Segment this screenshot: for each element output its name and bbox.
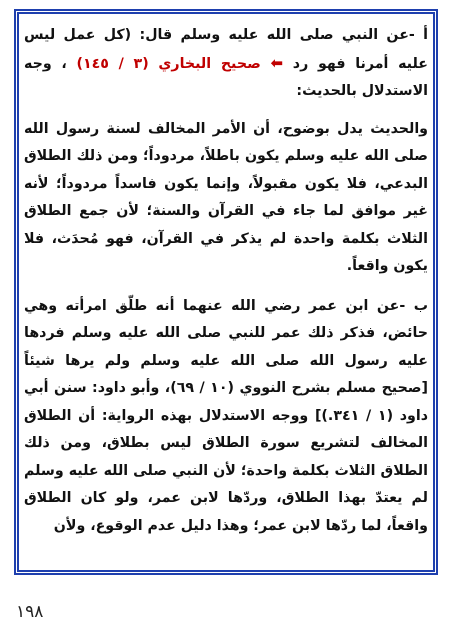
arrow-left-icon: ⬅ bbox=[270, 53, 284, 72]
source-title: صحيح البخاري (٣ / ١٤٥) bbox=[76, 55, 261, 72]
paragraph-b: ب -عن ابن عمر رضي الله عنهما أنه طلّق امرأته وهي حائض، فذكر ذلك عمر للنبي صلى الله عليه وسلم فردها عليه رسول الله صلى الله عليه وسلم ولم يرها شيئاً [صحيح مسلم بشرح النووي (١٠ / ٦٩)، وأبو داود: سنن أبي داود (١ / ٣٤١.)] ووجه الاستدلال بهذه الرواية: أن الطلاق المخالف لتشريع سورة الطلاق ليس بطلاق، ومن ذلك الطلاق الثلاث بكلمة واحدة؛ لأن النبي صلى الله عليه وسلم لم يعتدّ بهذا الطلاق، وردّها لابن عمر، ولو كان الطلاق واقعاً، لما ردّها لابن عمر؛ وهذا دليل عدم الوقوع، ولأن bbox=[24, 297, 429, 534]
hadith-text: أ -عن النبي صلى الله عليه وسلم قال: (كل عمل ليس عليه أمرنا bbox=[24, 27, 428, 72]
inference-intro: ، وجه الاستدلال بالحديث: bbox=[24, 55, 428, 99]
page-content bbox=[24, 22, 428, 540]
paragraph-a bbox=[24, 22, 428, 106]
paragraph-spacer bbox=[24, 106, 428, 116]
page-number: ١٩٨ bbox=[16, 602, 44, 622]
paragraph-a-explanation: والحديث يدل بوضوح، أن الأمر المخالف لسنة رسول الله صلى الله عليه وسلم يكون باطلاً، مردوداً؛ ومن ذلك الطلاق البدعي، فلا يكون مقبولاً، وإنما يكون فاسداً مردوداً؛ لأنه غير موافق لما جاء في القرآن والسنة؛ لأن جمع الطلاق الثلاث بكلمة واحدة لم يذكر في القرآن، فهو مُحدَث، فلا يكون واقعاً. bbox=[24, 120, 428, 274]
hadith-text-end: فهو رد bbox=[292, 55, 346, 72]
